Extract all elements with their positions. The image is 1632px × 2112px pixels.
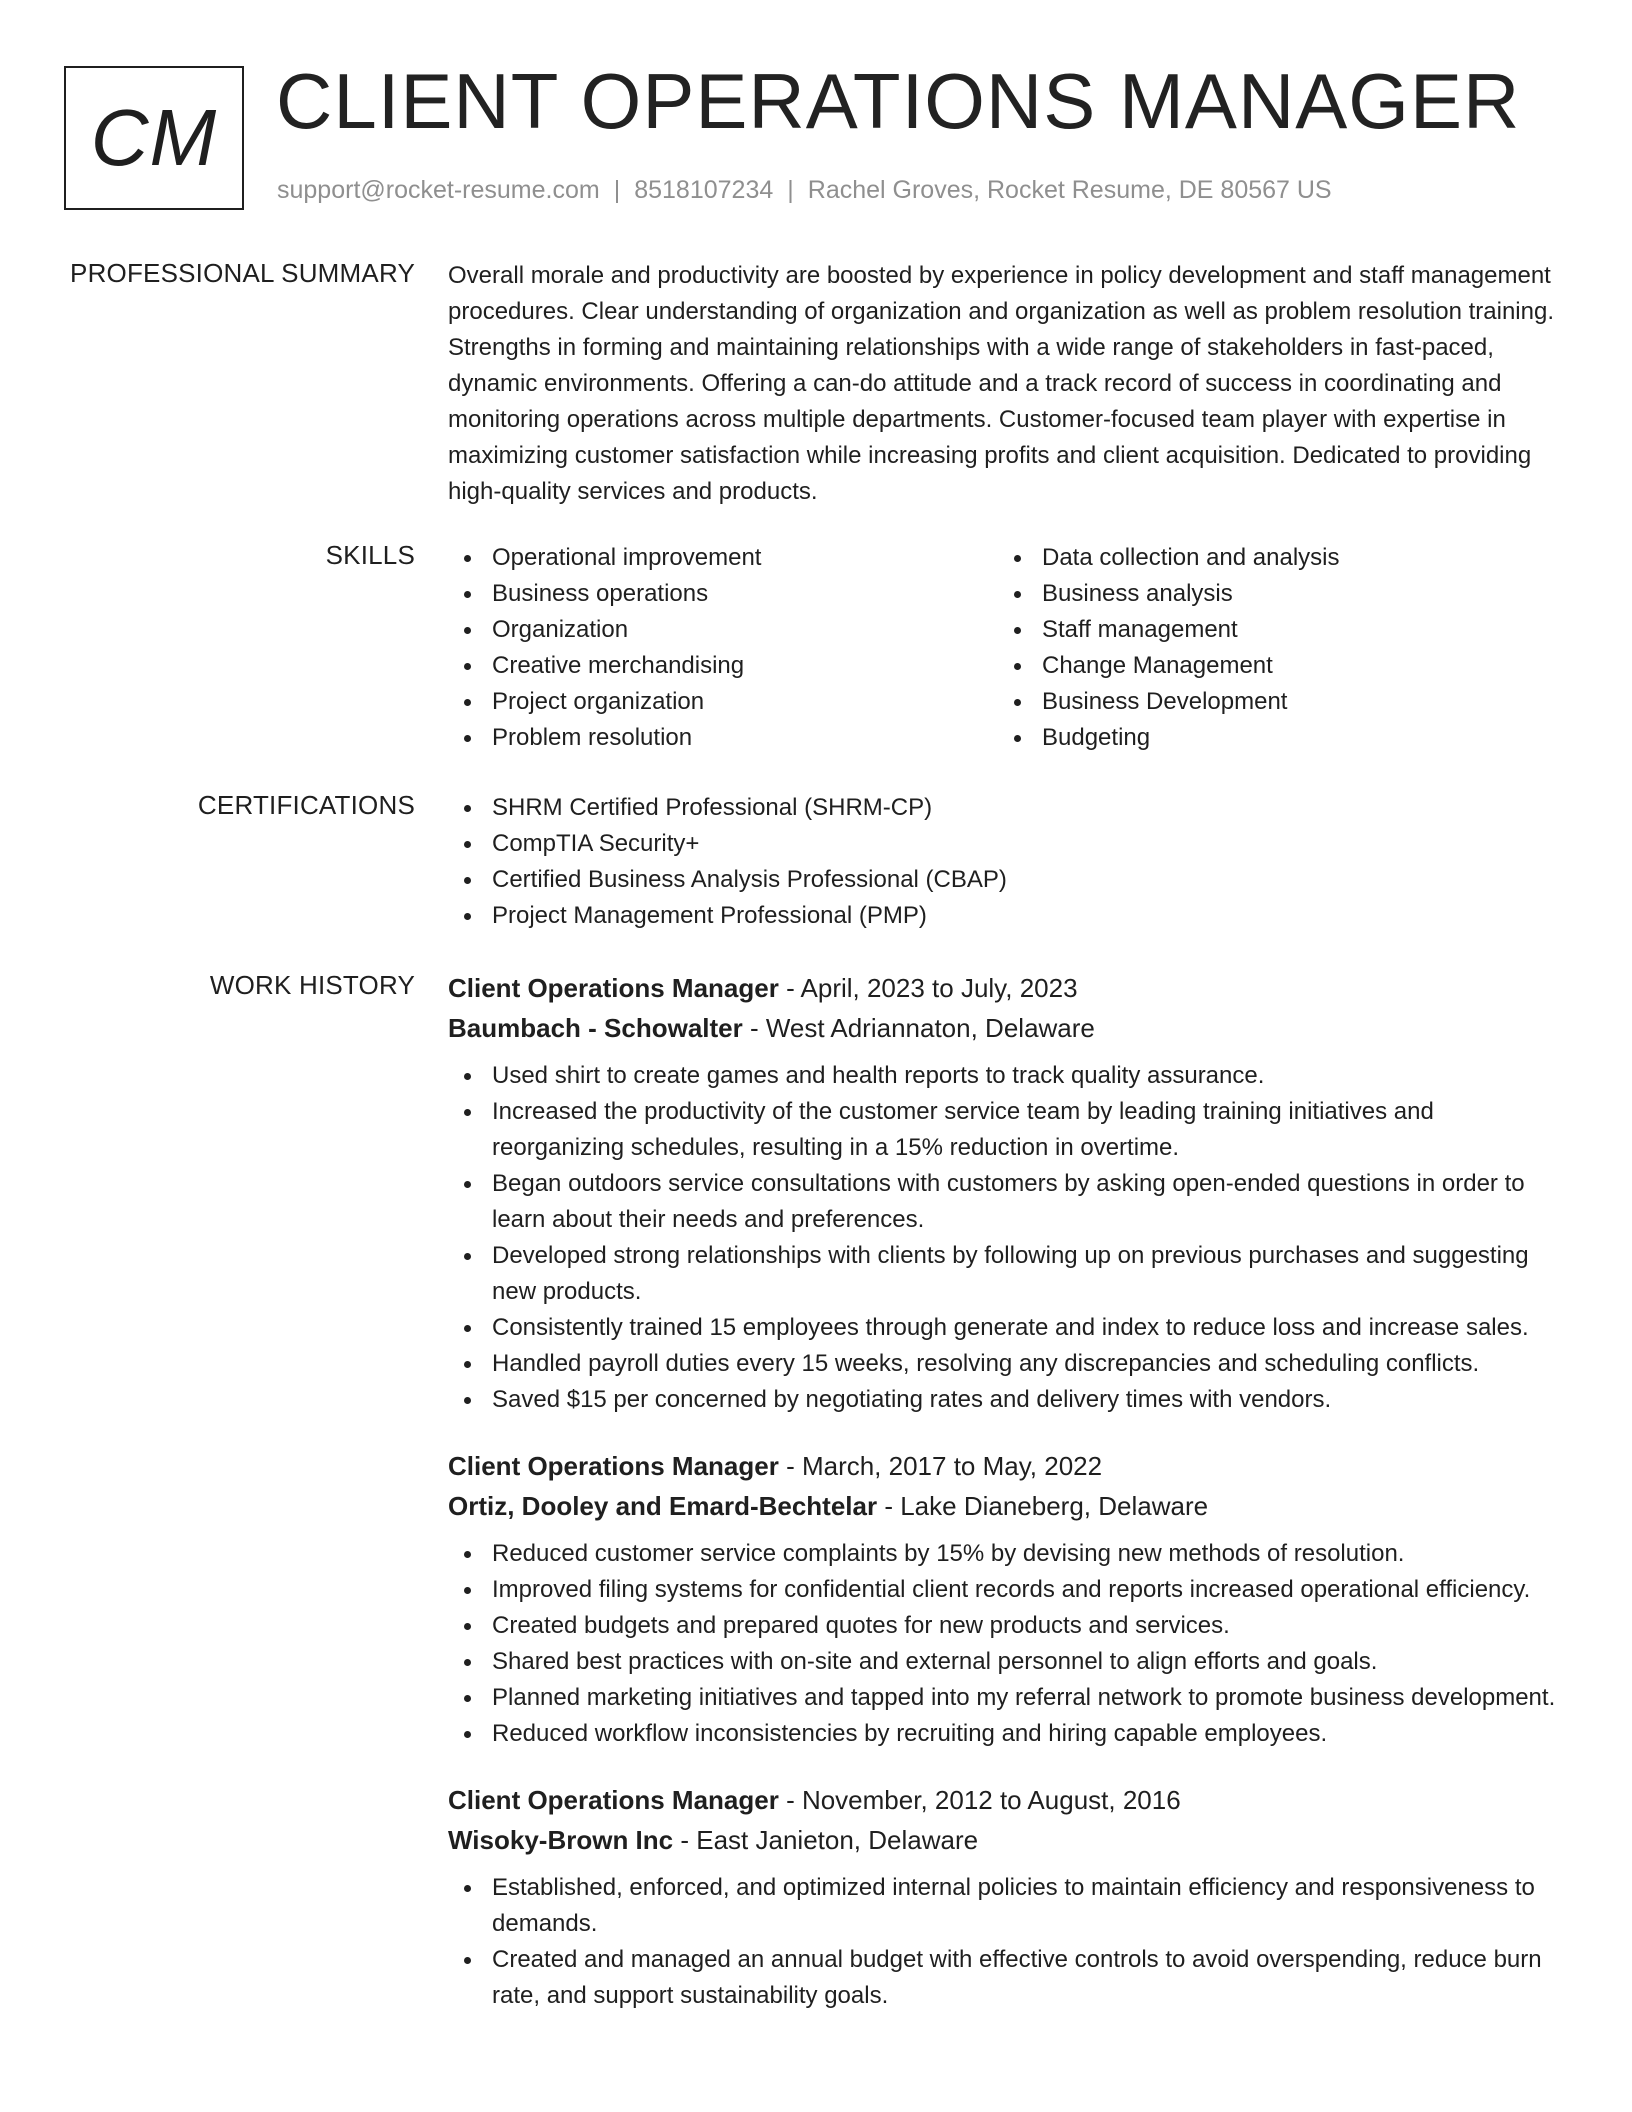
- certification-item: Project Management Professional (PMP): [448, 898, 1570, 934]
- job-company: Wisoky-Brown Inc: [448, 1825, 674, 1855]
- job-bullet: Planned marketing initiatives and tapped into my referral network to promote business development.: [448, 1680, 1570, 1716]
- work-history-heading: WORK HISTORY: [209, 970, 415, 1000]
- contact-phone: 8518107234: [634, 176, 774, 204]
- certification-item: CompTIA Security+: [448, 826, 1570, 862]
- certification-item: Certified Business Analysis Professional (CBAP): [448, 862, 1570, 898]
- job-company: Ortiz, Dooley and Emard-Bechtelar: [448, 1491, 878, 1521]
- skill-item: Business operations: [448, 576, 998, 612]
- skills-list-left: [448, 540, 998, 756]
- job-bullet: Used shirt to create games and health reports to track quality assurance.: [448, 1058, 1570, 1094]
- job-bullet: Increased the productivity of the customer service team by leading training initiatives and reorganizing schedules, resulting in a 15% reduction in overtime.: [448, 1094, 1570, 1166]
- job-bullets: [448, 1058, 1570, 1418]
- job-bullet: Began outdoors service consultations with customers by asking open-ended questions in order to learn about their needs and preferences.: [448, 1166, 1570, 1238]
- skill-item: Business Development: [998, 684, 1548, 720]
- job-company: Baumbach - Schowalter: [448, 1013, 743, 1043]
- contact-email: support@rocket-resume.com: [277, 176, 600, 204]
- job-bullet: Consistently trained 15 employees through generate and index to reduce loss and increase sales.: [448, 1310, 1570, 1346]
- summary-text: Overall morale and productivity are boosted by experience in policy development and staff management procedures. Clear understanding of organization and organization as well as problem resolution training. Strengths in forming and maintaining relationships with a wide range of stakeholders in fast-paced, dynamic environments. Offering a can-do attitude and a track record of success in coordinating and monitoring operations across multiple departments. Customer-focused team player with expertise in maximizing customer satisfaction while increasing profits and client acquisition. Dedicated to providing high-quality services and products.: [448, 262, 1554, 505]
- contact-address: Rachel Groves, Rocket Resume, DE 80567 US: [807, 176, 1332, 204]
- certifications-heading: CERTIFICATIONS: [197, 790, 415, 820]
- job-company-line: [448, 1486, 1570, 1526]
- skill-item: Data collection and analysis: [998, 540, 1548, 576]
- job-bullet: Saved $15 per concerned by negotiating rates and delivery times with vendors.: [448, 1382, 1570, 1418]
- skills-body: [448, 540, 1570, 756]
- job-location: - Lake Dianeberg, Delaware: [877, 1491, 1209, 1521]
- certifications-list: [448, 790, 1570, 934]
- skill-item: Change Management: [998, 648, 1548, 684]
- skill-item: Budgeting: [998, 720, 1548, 756]
- job-bullets: [448, 1870, 1570, 2014]
- job-location: - East Janieton, Delaware: [673, 1825, 979, 1855]
- job-entry: [448, 968, 1570, 1418]
- skills-list-right: [998, 540, 1548, 756]
- job-title: Client Operations Manager: [448, 1785, 779, 1815]
- skills-heading: SKILLS: [325, 540, 415, 570]
- job-bullet: Created and managed an annual budget with effective controls to avoid overspending, reduce burn rate, and support sustainability goals.: [448, 1942, 1570, 2014]
- job-bullet: Created budgets and prepared quotes for new products and services.: [448, 1608, 1570, 1644]
- job-bullet: Established, enforced, and optimized internal policies to maintain efficiency and responsiveness to demands.: [448, 1870, 1570, 1942]
- job-company-line: [448, 1008, 1570, 1048]
- job-location: - West Adriannaton, Delaware: [742, 1013, 1095, 1043]
- skill-item: Project organization: [448, 684, 998, 720]
- summary-heading: PROFESSIONAL SUMMARY: [70, 258, 415, 288]
- job-dates: - November, 2012 to August, 2016: [778, 1785, 1181, 1815]
- job-company-line: [448, 1820, 1570, 1860]
- job-entry: [448, 1780, 1570, 2014]
- job-dates: - April, 2023 to July, 2023: [778, 973, 1078, 1003]
- job-bullet: Reduced customer service complaints by 15% by devising new methods of resolution.: [448, 1536, 1570, 1572]
- skill-item: Organization: [448, 612, 998, 648]
- job-bullet: Developed strong relationships with clients by following up on previous purchases and suggesting new products.: [448, 1238, 1570, 1310]
- resume-title: CLIENT OPERATIONS MANAGER: [276, 57, 1521, 145]
- job-bullet: Handled payroll duties every 15 weeks, resolving any discrepancies and scheduling conflicts.: [448, 1346, 1570, 1382]
- job-dates: - March, 2017 to May, 2022: [778, 1451, 1103, 1481]
- job-bullet: Reduced workflow inconsistencies by recruiting and hiring capable employees.: [448, 1716, 1570, 1752]
- job-bullet: Improved filing systems for confidential client records and reports increased operational efficiency.: [448, 1572, 1570, 1608]
- work-history-body: [448, 968, 1570, 2042]
- skill-item: Business analysis: [998, 576, 1548, 612]
- contact-separator: |: [787, 176, 794, 204]
- contact-line: [277, 176, 1332, 205]
- job-title: Client Operations Manager: [448, 1451, 779, 1481]
- certifications-body: [448, 790, 1570, 934]
- job-title-line: [448, 1780, 1570, 1820]
- contact-separator: |: [613, 176, 621, 204]
- job-title: Client Operations Manager: [448, 973, 779, 1003]
- skill-item: Creative merchandising: [448, 648, 998, 684]
- job-entry: [448, 1446, 1570, 1752]
- monogram-badge: CM: [64, 66, 244, 210]
- skill-item: Operational improvement: [448, 540, 998, 576]
- job-bullet: Shared best practices with on-site and external personnel to align efforts and goals.: [448, 1644, 1570, 1680]
- certification-item: SHRM Certified Professional (SHRM-CP): [448, 790, 1570, 826]
- skill-item: Staff management: [998, 612, 1548, 648]
- job-bullets: [448, 1536, 1570, 1752]
- skill-item: Problem resolution: [448, 720, 998, 756]
- job-title-line: [448, 968, 1570, 1008]
- job-title-line: [448, 1446, 1570, 1486]
